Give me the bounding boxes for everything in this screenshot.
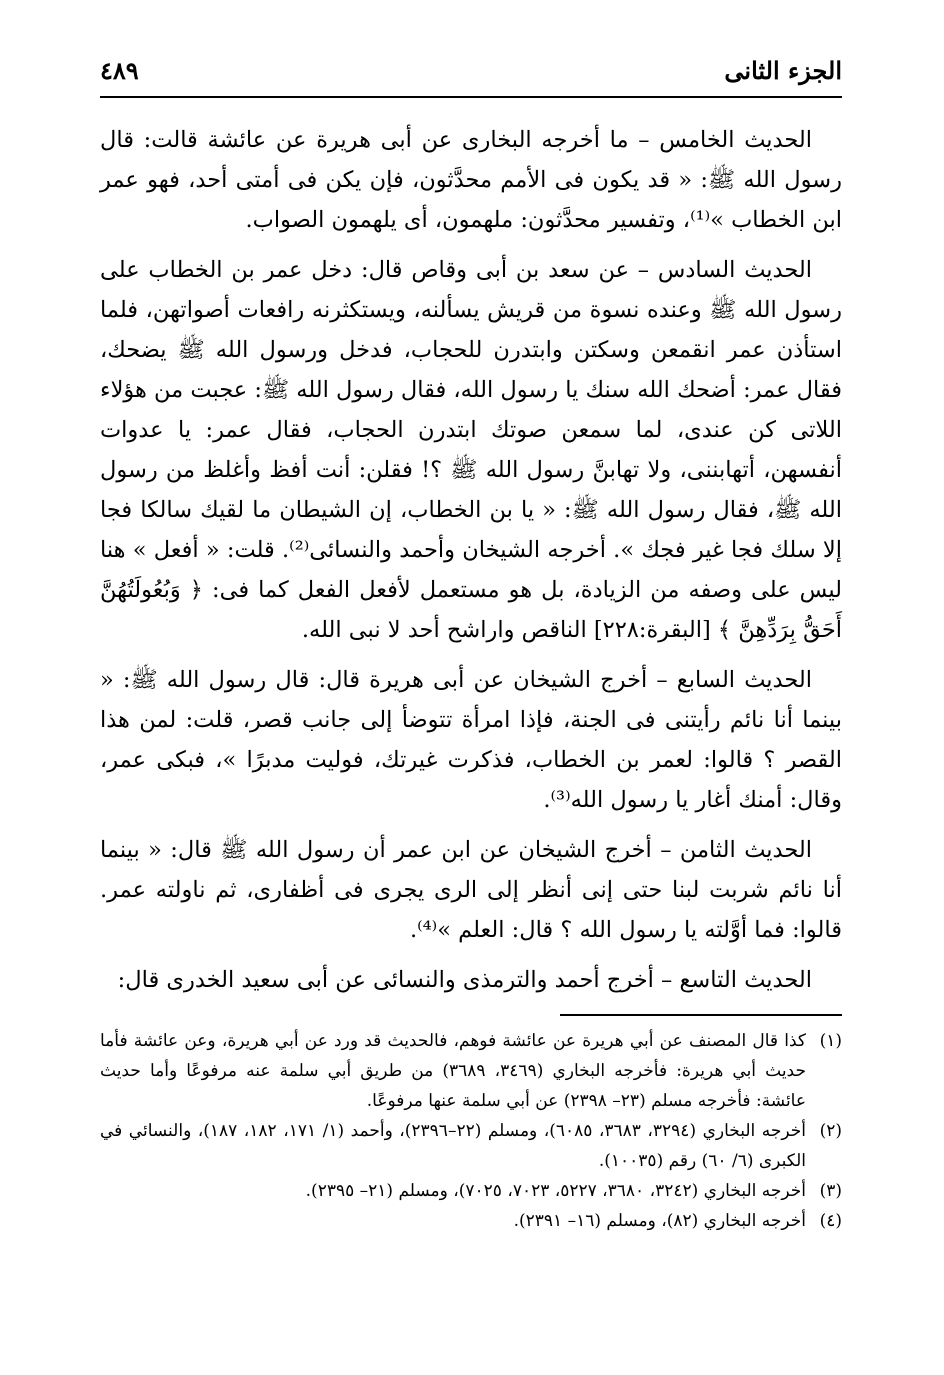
footnote-item (100, 1026, 842, 1116)
footnote-separator (560, 1014, 842, 1016)
footnote-item (100, 1176, 842, 1206)
main-text (100, 120, 842, 1000)
paragraph-hadith-5: الحديث الخامس – ما أخرجه البخارى عن أبى هريرة عن عائشة قالت: قال رسول الله ﷺ: « قد يكون فى الأمم محدَّثون، فإن يكن فى أمتى أحد، فهو عمر ابن الخطاب »⁽¹⁾، وتفسير محدَّثون: ملهمون، أى يلهمون الصواب. (100, 127, 842, 233)
footnote-text: أخرجه البخاري (٣٢٤٢، ٣٦٨٠، ٥٢٢٧، ٧٠٢٣، ٧٠٢٥)، ومسلم (٢١– ٢٣٩٥). (305, 1181, 806, 1201)
page-header (100, 52, 842, 98)
running-title: الجزء الثانى (724, 56, 842, 85)
paragraph-hadith-6: الحديث السادس – عن سعد بن أبى وقاص قال: دخل عمر بن الخطاب على رسول الله ﷺ وعنده نسوة من قريش يسألنه، ويستكثرنه رافعات أصواتهن، فلما استأذن عمر انقمعن وسكتن وابتدرن للحجاب، فدخل ورسول الله ﷺ يضحك، فقال عمر: أضحك الله سنك يا رسول الله، فقال رسول الله ﷺ: عجبت من هؤلاء اللاتى كن عندى، لما سمعن صوتك ابتدرن الحجاب، فقال عمر: يا عدوات أنفسهن، أتهابننى، ولا تهابنَّ رسول الله ﷺ ؟! فقلن: أنت أفظ وأغلظ من رسول الله ﷺ، فقال رسول الله ﷺ: « يا بن الخطاب، إن الشيطان ما لقيك سالكا فجا إلا سلك فجا غير فجك ». أخرجه الشيخان وأحمد والنسائى⁽²⁾. قلت: « أفعل » هنا ليس على وصفه من الزيادة، بل هو مستعمل لأفعل الفعل كما فى: ﴿ وَبُعُولَتُهُنَّ أَحَقُّ بِرَدِّهِنَّ ﴾ [البقرة:٢٢٨] الناقص واراشح أحد لا نبى الله. (100, 257, 842, 643)
book-page (100, 52, 842, 1236)
footnote-marker: (١) (819, 1031, 842, 1051)
page-number: ٤٨٩ (100, 56, 139, 85)
paragraph-hadith-9: الحديث التاسع – أخرج أحمد والترمذى والنسائى عن أبى سعيد الخدرى قال: (117, 967, 812, 993)
paragraph-hadith-7: الحديث السابع – أخرج الشيخان عن أبى هريرة قال: قال رسول الله ﷺ: « بينما أنا نائم رأيتنى فى الجنة، فإذا امرأة تتوضأ إلى جانب قصر، قلت: لمن هذا القصر ؟ قالوا: لعمر بن الخطاب، فذكرت غيرتك، فوليت مدبرًا »، فبكى عمر، وقال: أمنك أغار يا رسول الله⁽³⁾. (100, 667, 842, 813)
footnotes (100, 1026, 842, 1236)
footnote-text: أخرجه البخاري (٨٢)، ومسلم (١٦– ٢٣٩١). (513, 1211, 806, 1231)
footnote-text: كذا قال المصنف عن أبي هريرة عن عائشة فوهم، فالحديث قد ورد عن أبي هريرة، وعن عائشة فأما حديث أبي هريرة: فأخرجه البخاري (٣٤٦٩، ٣٦٨٩) من طريق أبي سلمة عنه مرفوعًا وأما حديث عائشة: فأخرجه مسلم (٢٣– ٢٣٩٨) عن أبي سلمة عنها مرفوعًا. (100, 1031, 806, 1111)
footnote-marker: (٤) (819, 1211, 842, 1231)
footnote-text: أخرجه البخاري (٣٢٩٤، ٣٦٨٣، ٦٠٨٥)، ومسلم (٢٢–٢٣٩٦)، وأحمد (١/ ١٧١، ١٨٢، ١٨٧)، والنسائي في الكبرى (٦/ ٦٠) رقم (١٠٠٣٥). (100, 1121, 806, 1171)
paragraph-hadith-8: الحديث الثامن – أخرج الشيخان عن ابن عمر أن رسول الله ﷺ قال: « بينما أنا نائم شربت لبنا حتى إنى أنظر إلى الرى يجرى فى أظفارى، ثم ناولته عمر. قالوا: فما أوَّلته يا رسول الله ؟ قال: العلم »⁽⁴⁾. (100, 837, 842, 943)
footnote-item (100, 1116, 842, 1176)
footnote-marker: (٣) (819, 1181, 842, 1201)
footnote-item (100, 1206, 842, 1236)
footnote-marker: (٢) (819, 1121, 842, 1141)
